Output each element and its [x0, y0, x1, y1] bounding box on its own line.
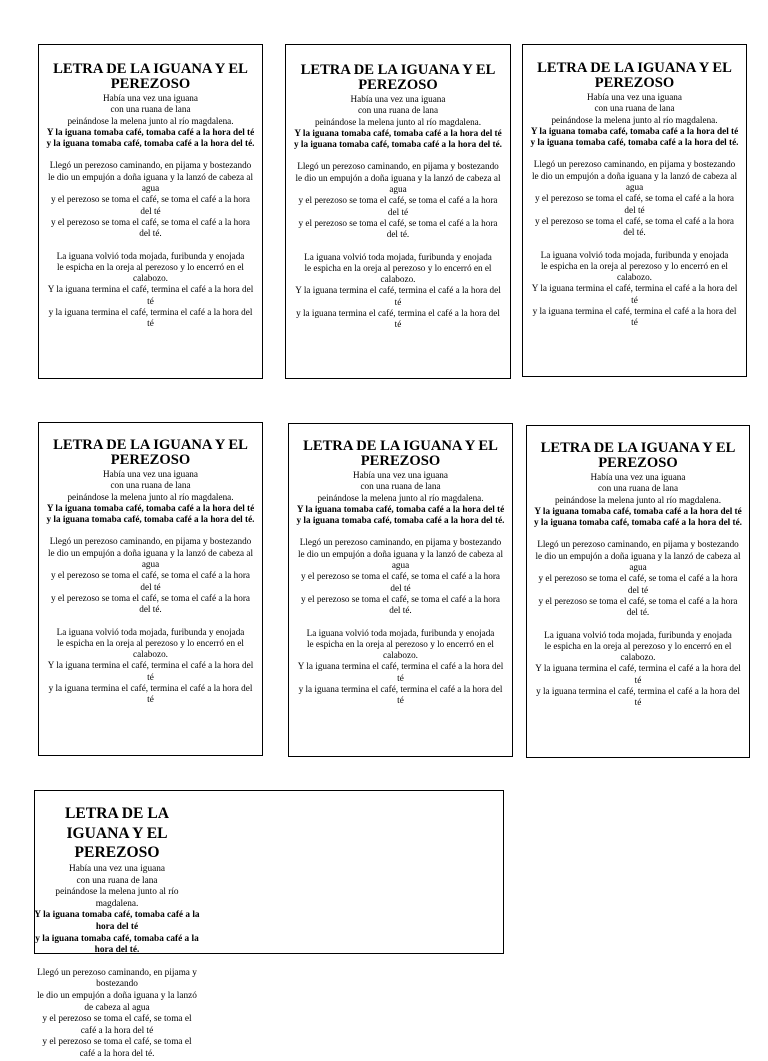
chorus-line: y la iguana tomaba café, tomaba café a la hora del té. — [534, 517, 742, 528]
chorus-line: Y la iguana tomaba café, tomaba café a la hora del té — [34, 910, 200, 933]
stanza-2 — [34, 968, 200, 1061]
chorus-line: y la iguana tomaba café, tomaba café a la hora del té. — [530, 137, 739, 148]
lyrics-block — [45, 438, 256, 706]
lyric-line: le espicha en la oreja al perezoso y lo encerró en el calabozo. — [541, 260, 728, 283]
lyrics-card-3 — [522, 44, 747, 377]
lyric-line: peinándose la melena junto al río magdalena. — [317, 492, 484, 503]
stanza-2 — [295, 537, 506, 616]
lyric-line: y el perezoso se toma el café, se toma el café a la hora del té — [298, 195, 498, 217]
lyric-line: Había una vez una iguana — [103, 93, 198, 103]
stanza-3 — [45, 251, 256, 330]
lyric-line: La iguana volvió toda mojada, furibunda y enojada — [540, 249, 729, 260]
lyric-line: La iguana volvió toda mojada, furibunda y enojada — [56, 250, 245, 261]
stanza-1 — [533, 472, 743, 528]
lyric-line: y el perezoso se toma el café, se toma el café a la hora del té. — [301, 593, 500, 616]
lyrics-block — [295, 439, 506, 707]
lyric-line: Había una vez una iguana — [103, 469, 198, 479]
lyric-line: Llegó un perezoso caminando, en pijama y bostezando — [49, 536, 252, 547]
lyric-line: y el perezoso se toma el café, se toma el café a la hora del té — [535, 193, 734, 215]
stanza-1 — [295, 470, 506, 526]
lyric-line: le espicha en la oreja al perezoso y lo encerró en el calabozo. — [544, 640, 732, 663]
chorus-line: y la iguana tomaba café, tomaba café a la hora del té. — [296, 515, 505, 526]
lyric-line: con una ruana de lana — [357, 105, 439, 116]
lyric-line: le espicha en la oreja al perezoso y lo encerró en el calabozo. — [307, 638, 494, 661]
lyrics-title: LETRA DE LA IGUANA Y EL PEREZOSO — [303, 438, 498, 469]
lyric-line: y la iguana termina el café, termina el café a la hora del té — [536, 686, 740, 708]
lyric-line: Llegó un perezoso caminando, en pijama y bostezando — [533, 159, 736, 170]
lyric-line: con una ruana de lana — [360, 481, 441, 492]
lyrics-card-5 — [288, 423, 513, 757]
chorus-line: y la iguana tomaba café, tomaba café a la hora del té. — [35, 933, 199, 956]
lyric-line: Y la iguana termina el café, termina el café a la hora del té — [295, 285, 501, 307]
chorus-line: Y la iguana tomaba café, tomaba café a la hora del té — [46, 126, 255, 137]
lyric-line: le dio un empujón a doña iguana y la lanzó de cabeza al agua — [295, 172, 501, 195]
lyric-line: Llegó un perezoso caminando, en pijama y bostezando — [299, 537, 502, 548]
chorus-line: Y la iguana tomaba café, tomaba café a la hora del té — [294, 127, 502, 138]
lyric-line: y el perezoso se toma el café, se toma el café a la hora del té — [301, 571, 500, 593]
lyric-line: Y la iguana termina el café, termina el café a la hora del té — [297, 661, 504, 683]
lyric-line: y el perezoso se toma el café, se toma el café a la hora del té. — [42, 1037, 192, 1060]
lyrics-title: LETRA DE LA IGUANA Y EL PEREZOSO — [540, 440, 736, 471]
lyric-line: Había una vez una iguana — [350, 94, 446, 104]
lyric-line: le dio un empujón a doña iguana y la lanzó de cabeza al agua — [531, 170, 738, 193]
chorus-line: y la iguana tomaba café, tomaba café a la hora del té. — [46, 138, 255, 149]
lyric-line: con una ruana de lana — [594, 103, 675, 114]
stanza-2 — [292, 161, 504, 240]
lyrics-block — [34, 804, 200, 1061]
lyric-line: La iguana volvió toda mojada, furibunda y enojada — [306, 627, 495, 638]
lyric-line: peinándose la melena junto al río magdalena. — [55, 887, 179, 909]
stanza-3 — [45, 627, 256, 706]
stanza-2 — [533, 539, 743, 618]
chorus-line: y la iguana tomaba café, tomaba café a la hora del té. — [294, 139, 502, 150]
lyric-line: Había una vez una iguana — [353, 470, 448, 480]
stanza-3 — [533, 630, 743, 709]
lyrics-block — [45, 62, 256, 330]
stanza-2 — [45, 536, 256, 615]
lyric-line: peinándose la melena junto al río magdalena. — [554, 494, 722, 505]
lyric-line: con una ruana de lana — [597, 483, 679, 494]
lyric-line: le espicha en la oreja al perezoso y lo encerró en el calabozo. — [304, 262, 492, 285]
lyric-line: le dio un empujón a doña iguana y la lanzó de cabeza al agua — [47, 547, 254, 570]
lyric-line: le dio un empujón a doña iguana y la lanzó de cabeza al agua — [37, 991, 197, 1013]
lyric-line: Llegó un perezoso caminando, en pijama y bostezando — [537, 539, 739, 550]
lyric-line: Había una vez una iguana — [590, 472, 686, 482]
lyric-line: y la iguana termina el café, termina el café a la hora del té — [298, 684, 503, 706]
lyric-line: y el perezoso se toma el café, se toma el café a la hora del té — [51, 194, 250, 216]
lyrics-title: LETRA DE LA IGUANA Y EL PEREZOSO — [65, 805, 169, 862]
lyric-line: Y la iguana termina el café, termina el café a la hora del té — [531, 283, 738, 305]
stanza-3 — [529, 250, 740, 329]
lyrics-title: LETRA DE LA IGUANA Y EL PEREZOSO — [300, 62, 496, 93]
stanza-3 — [295, 628, 506, 707]
lyric-line: Y la iguana termina el café, termina el café a la hora del té — [47, 660, 254, 682]
lyric-line: con una ruana de lana — [110, 104, 191, 115]
lyric-line: le dio un empujón a doña iguana y la lanzó de cabeza al agua — [47, 171, 254, 194]
lyric-line: le dio un empujón a doña iguana y la lanzó de cabeza al agua — [297, 548, 504, 571]
lyric-line: y la iguana termina el café, termina el café a la hora del té — [48, 683, 253, 705]
lyric-line: y el perezoso se toma el café, se toma el café a la hora del té. — [538, 595, 738, 618]
stanza-1 — [45, 93, 256, 149]
lyric-line: peinándose la melena junto al río magdalena. — [551, 114, 718, 125]
stanza-1 — [34, 864, 200, 957]
lyric-line: peinándose la melena junto al río magdalena. — [67, 115, 234, 126]
lyric-line: le espicha en la oreja al perezoso y lo encerró en el calabozo. — [57, 261, 244, 284]
chorus-line: Y la iguana tomaba café, tomaba café a la hora del té — [296, 503, 505, 514]
lyric-line: Llegó un perezoso caminando, en pijama y bostezando — [49, 160, 252, 171]
chorus-line: y la iguana tomaba café, tomaba café a la hora del té. — [46, 514, 255, 525]
lyric-line: La iguana volvió toda mojada, furibunda y enojada — [544, 629, 732, 640]
lyrics-card-7-text — [0, 790, 768, 1060]
stanza-3 — [292, 252, 504, 331]
lyric-line: y la iguana termina el café, termina el café a la hora del té — [296, 308, 500, 330]
stanza-2 — [529, 159, 740, 238]
lyric-line: La iguana volvió toda mojada, furibunda y enojada — [56, 626, 245, 637]
lyrics-title: LETRA DE LA IGUANA Y EL PEREZOSO — [53, 437, 248, 468]
lyrics-block — [529, 61, 740, 329]
lyrics-card-6 — [526, 425, 750, 758]
stanza-1 — [292, 94, 504, 150]
lyric-line: Y la iguana termina el café, termina el café a la hora del té — [47, 284, 254, 306]
lyric-line: Y la iguana termina el café, termina el café a la hora del té — [535, 663, 741, 685]
lyric-line: y la iguana termina el café, termina el café a la hora del té — [532, 306, 737, 328]
lyric-line: le espicha en la oreja al perezoso y lo encerró en el calabozo. — [57, 637, 244, 660]
lyric-line: y el perezoso se toma el café, se toma el café a la hora del té. — [51, 592, 250, 615]
lyric-line: Llegó un perezoso caminando, en pijama y bostezando — [37, 967, 197, 990]
lyric-line: le dio un empujón a doña iguana y la lanzó de cabeza al agua — [535, 550, 741, 573]
lyric-line: y el perezoso se toma el café, se toma el café a la hora del té. — [535, 215, 734, 238]
lyric-line: y el perezoso se toma el café, se toma el café a la hora del té. — [51, 216, 250, 239]
stanza-1 — [529, 92, 740, 148]
lyric-line: Llegó un perezoso caminando, en pijama y bostezando — [297, 161, 499, 172]
lyrics-block — [533, 441, 743, 709]
lyric-line: La iguana volvió toda mojada, furibunda y enojada — [304, 251, 492, 262]
lyric-line: y el perezoso se toma el café, se toma el café a la hora del té — [538, 573, 738, 595]
stanza-2 — [45, 160, 256, 239]
lyric-line: peinándose la melena junto al río magdalena. — [67, 491, 234, 502]
lyrics-card-2 — [285, 44, 511, 379]
chorus-line: Y la iguana tomaba café, tomaba café a la hora del té — [46, 502, 255, 513]
lyric-line: y el perezoso se toma el café, se toma el café a la hora del té — [42, 1014, 192, 1036]
chorus-line: Y la iguana tomaba café, tomaba café a la hora del té — [534, 505, 742, 516]
lyrics-card-1 — [38, 44, 263, 379]
lyrics-title: LETRA DE LA IGUANA Y EL PEREZOSO — [53, 61, 248, 92]
lyric-line: y el perezoso se toma el café, se toma el café a la hora del té. — [298, 217, 498, 240]
lyrics-block — [292, 63, 504, 331]
lyric-line: con una ruana de lana — [110, 480, 191, 491]
lyric-line: y el perezoso se toma el café, se toma el café a la hora del té — [51, 570, 250, 592]
lyric-line: peinándose la melena junto al río magdalena. — [314, 116, 482, 127]
lyrics-title: LETRA DE LA IGUANA Y EL PEREZOSO — [537, 60, 732, 91]
stanza-1 — [45, 469, 256, 525]
lyrics-card-4 — [38, 422, 263, 756]
lyric-line: con una ruana de lana — [76, 875, 158, 886]
chorus-line: Y la iguana tomaba café, tomaba café a la hora del té — [530, 125, 739, 136]
lyric-line: y la iguana termina el café, termina el café a la hora del té — [48, 307, 253, 329]
lyric-line: Había una vez una iguana — [68, 864, 166, 875]
lyric-line: Había una vez una iguana — [587, 92, 682, 102]
